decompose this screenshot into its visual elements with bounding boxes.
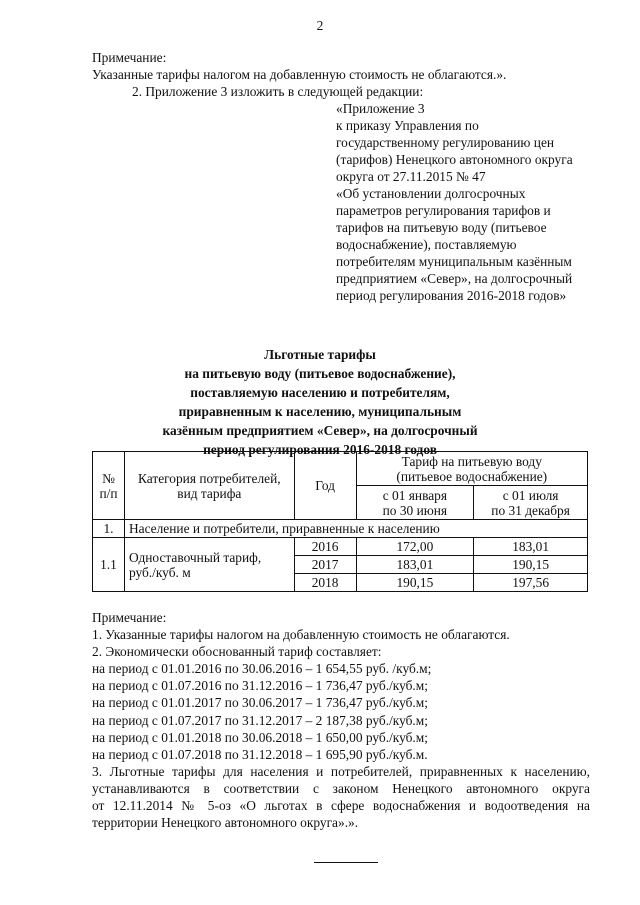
appendix-line: (тарифов) Ненецкого автономного округа <box>336 152 573 167</box>
item-label: Одноставочный тариф, руб./куб. м <box>124 538 294 592</box>
row-tariff-h1: 190,15 <box>356 574 474 592</box>
item-num: 1.1 <box>93 538 125 592</box>
appendix-line: период регулирования 2016-2018 годов» <box>336 288 567 303</box>
title-line: казённым предприятием «Север», на долгосрочный <box>162 423 478 438</box>
title-line: приравненным к населению, муниципальным <box>178 404 462 419</box>
period-line: на период с 01.07.2017 по 31.12.2017 – 2 187,38 руб./куб.м; <box>92 712 428 728</box>
period-line: на период с 01.01.2016 по 30.06.2016 – 1 654,55 руб. /куб.м; <box>92 661 432 677</box>
document-title <box>0 345 640 459</box>
row-tariff-h2: 190,15 <box>474 556 588 574</box>
notes-heading: Примечание: <box>92 610 167 625</box>
appendix-line: потребителям муниципальным казённым <box>336 254 572 269</box>
period-line: на период с 01.07.2018 по 31.12.2018 – 1 695,90 руб./куб.м. <box>92 746 428 762</box>
row-tariff-h1: 183,01 <box>356 556 474 574</box>
period-line: на период с 01.01.2018 по 30.06.2018 – 1 650,00 руб./куб.м; <box>92 729 428 745</box>
row-tariff-h2: 183,01 <box>474 538 588 556</box>
title-line: период регулирования 2016-2018 годов <box>203 442 437 457</box>
para3-line: устанавливаются в соответствии с законом Ненецкого автономного округа <box>92 780 590 796</box>
row-year: 2018 <box>294 574 356 592</box>
appendix-line: государственному регулированию цен <box>336 135 555 150</box>
row-tariff-h2: 197,56 <box>474 574 588 592</box>
period-line: на период с 01.07.2016 по 31.12.2016 – 1 736,47 руб./куб.м; <box>92 678 428 694</box>
closing-rule <box>314 862 378 863</box>
appendix-line: «Приложение 3 <box>336 101 425 116</box>
row-year: 2017 <box>294 556 356 574</box>
para3-line: от 12.11.2014 № 5-оз «О льготах в сфере водоснабжения и водоотведения на <box>92 798 590 814</box>
amendment-item: 2. Приложение 3 изложить в следующей редакции: <box>132 84 424 99</box>
row-year: 2016 <box>294 538 356 556</box>
appendix-line: «Об установлении долгосрочных <box>336 186 526 201</box>
notes-section <box>92 609 590 831</box>
header-tariff: Тариф на питьевую воду (питьевое водоснабжение) <box>356 452 587 486</box>
header-period-1: с 01 января по 30 июня <box>356 486 474 520</box>
section-label: Население и потребители, приравненные к населению <box>124 520 587 538</box>
appendix-line: округа от 27.11.2015 № 47 <box>336 169 486 184</box>
appendix-line: водоснабжение), поставляемую <box>336 237 517 252</box>
period-line: на период с 01.01.2017 по 30.06.2017 – 1 736,47 руб./куб.м; <box>92 695 428 711</box>
header-num: № п/п <box>93 452 125 520</box>
note-heading: Примечание: <box>92 50 167 65</box>
note-text: Указанные тарифы налогом на добавленную стоимость не облагаются.». <box>92 67 507 82</box>
para3-line: 3. Льготные тарифы для населения и потребителей, приравненных к населению, <box>92 763 590 779</box>
title-line: Льготные тарифы <box>264 347 376 362</box>
header-period-2: с 01 июля по 31 декабря <box>474 486 588 520</box>
header-year: Год <box>294 452 356 520</box>
para3-last-line: территории Ненецкого автономного округа».». <box>92 815 359 831</box>
appendix-header <box>336 100 573 304</box>
appendix-line: предприятием «Север», на долгосрочный <box>336 271 573 286</box>
tariff-table <box>92 451 588 592</box>
page-number: 2 <box>316 18 324 33</box>
row-tariff-h1: 172,00 <box>356 538 474 556</box>
title-line: поставляемую населению и потребителям, <box>190 385 450 400</box>
title-line: на питьевую воду (питьевое водоснабжение), <box>184 366 456 381</box>
notes-line-1: 1. Указанные тарифы налогом на добавленную стоимость не облагаются. <box>92 627 510 643</box>
header-category: Категория потребителей, вид тарифа <box>124 452 294 520</box>
notes-line-2: 2. Экономически обоснованный тариф составляет: <box>92 644 382 660</box>
section-num: 1. <box>93 520 125 538</box>
appendix-line: тарифов на питьевую воду (питьевое <box>336 220 547 235</box>
appendix-line: параметров регулирования тарифов и <box>336 203 551 218</box>
appendix-line: к приказу Управления по <box>336 118 479 133</box>
